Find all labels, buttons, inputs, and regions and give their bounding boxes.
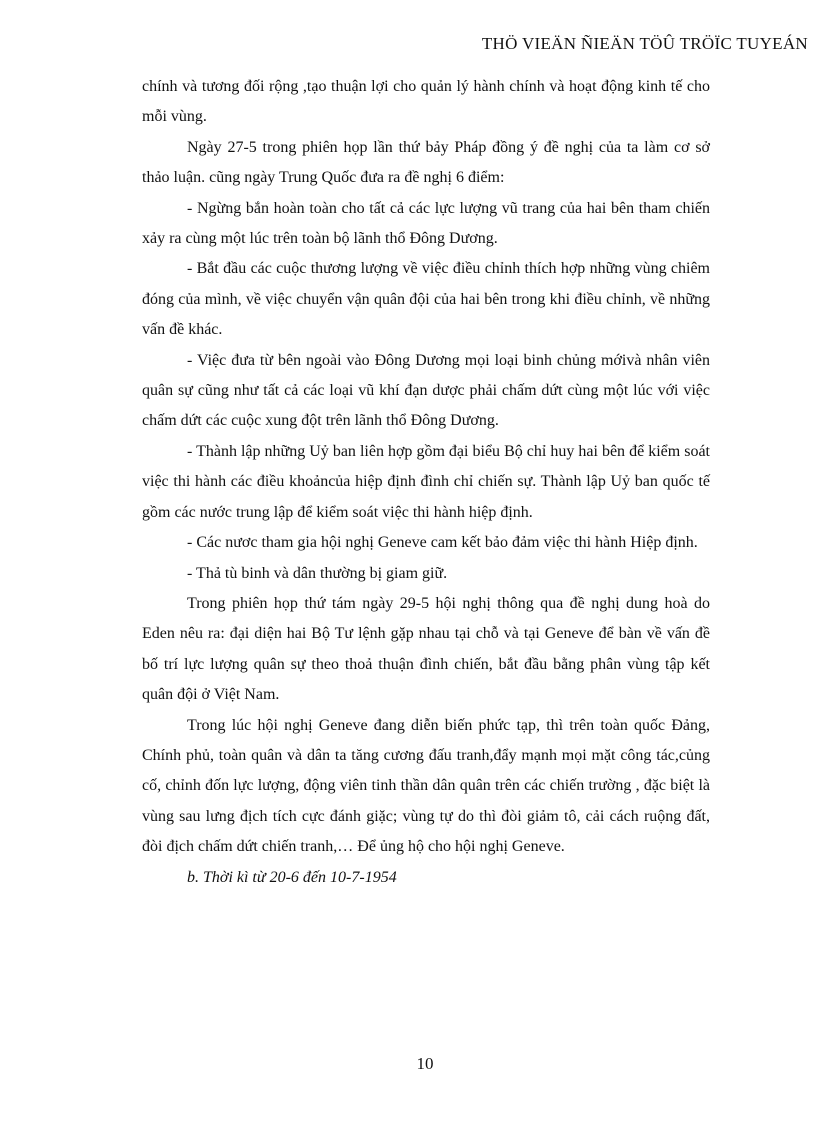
body-text <box>142 72 710 893</box>
paragraph-continuation: chính và tương đối rộng ,tạo thuận lợi cho quản lý hành chính và hoạt động kinh tế cho mỗi vùng. <box>142 78 710 126</box>
paragraph: Ngày 27-5 trong phiên họp lần thứ bảy Pháp đồng ý đề nghị của ta làm cơ sở thảo luận. cũng ngày Trung Quốc đưa ra đề nghị 6 điểm: <box>142 138 710 187</box>
section-heading: b. Thời kì từ 20-6 đến 10-7-1954 <box>187 868 397 886</box>
paragraph-bullet: - Việc đưa từ bên ngoài vào Đông Dương mọi loại binh chủng mớivà nhân viên quân sự cũng như tất cả các loại vũ khí đạn dược phải chấm dứt cùng một lúc với việc chấm dứt các cuộc xung đột trên lãnh thổ Đông Dương. <box>142 351 710 430</box>
paragraph-bullet: - Bắt đầu các cuộc thương lượng về việc điều chỉnh thích hợp những vùng chiêm đóng của mình, về việc chuyển vận quân đội của hai bên trong khi điều chỉnh, về những vấn đề khác. <box>142 260 710 339</box>
page-header: THÖ VIEÄN ÑIEÄN TÖÛ TRÖÏC TUYEÁN <box>481 34 808 53</box>
paragraph-bullet: - Thành lập những Uỷ ban liên hợp gồm đại biểu Bộ chỉ huy hai bên để kiểm soát việc thi hành các điều khoảncủa hiệp định đình chỉ chiến sự. Thành lập Uỷ ban quốc tế gồm các nước trung lập để kiểm soát việc thi hành hiệp định. <box>142 442 710 521</box>
paragraph-bullet: - Ngừng bắn hoàn toàn cho tất cả các lực lượng vũ trang của hai bên tham chiến xảy ra cùng một lúc trên toàn bộ lãnh thổ Đông Dương. <box>142 199 710 248</box>
page-number: 10 <box>416 1054 434 1073</box>
paragraph: Trong lúc hội nghị Geneve đang diễn biến phức tạp, thì trên toàn quốc Đảng, Chính phủ, toàn quân và dân ta tăng cương đấu tranh,đẩy mạnh mọi mặt công tác,củng cố, chỉnh đốn lực lượng, động viên tinh thần dân quân trên các chiến trường , đặc biệt là vùng sau lưng địch tích cực đánh giặc; vùng tự do thì đòi giảm tô, cải cách ruộng đất, đòi địch chấm dứt chiến tranh,… Để ủng hộ cho hội nghị Geneve. <box>142 716 710 856</box>
paragraph-bullet: - Các nươc tham gia hội nghị Geneve cam kết bảo đảm việc thi hành Hiệp định. <box>187 534 698 552</box>
paragraph-bullet: - Thả tù binh và dân thường bị giam giữ. <box>187 564 448 582</box>
paragraph: Trong phiên họp thứ tám ngày 29-5 hội nghị thông qua đề nghị dung hoà do Eden nêu ra: đại diện hai Bộ Tư lệnh gặp nhau tại chỗ và tại Geneve để bàn về vấn đề bố trí lực lượng quân sự theo thoả thuận đình chiến, bắt đầu bằng phân vùng tập kết quân đội ở Việt Nam. <box>142 594 710 704</box>
